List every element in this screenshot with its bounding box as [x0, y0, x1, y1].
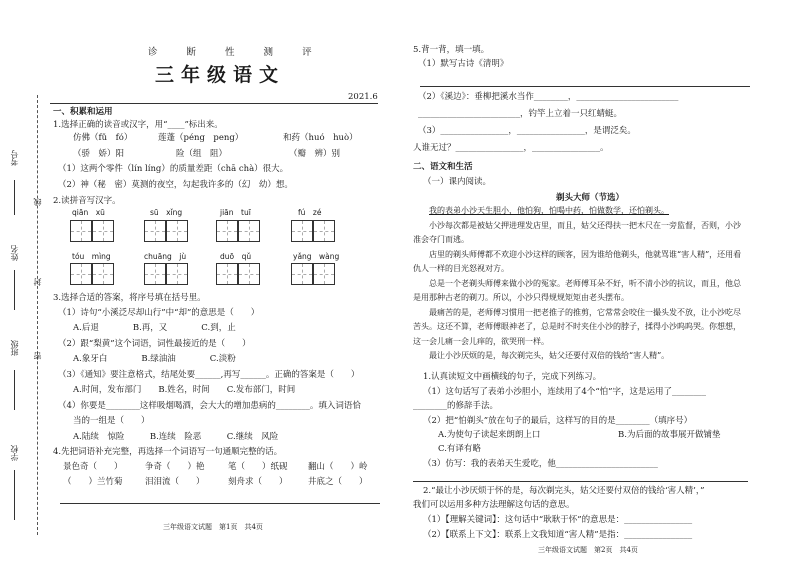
r2-2: （2）【联系上下文】：联系上文我知道“害人精”是指：________________: [423, 530, 693, 540]
section-2-sub: （一）课内阅读。: [423, 177, 492, 187]
label-banji: 班级: [10, 340, 19, 356]
q4-item: 翻山（ ）岭: [308, 462, 368, 472]
pinyin-label: fú zé: [298, 208, 322, 217]
label-kaohao: 考号: [10, 150, 19, 166]
pinyin-label: duō qǔ: [220, 252, 252, 261]
q1-item: （瓣 辨）别: [289, 149, 341, 159]
q1-item: 险（组 阻）: [176, 149, 228, 159]
q1-item: （骄 娇）阳: [73, 149, 125, 159]
r1-1: （1）这句话写了表弟小沙胆小，连续用了4个“怕”字，这是运用了________: [423, 387, 707, 397]
passage-para: 最让小沙厌烦的是，每次剃完头，姑父还要付双倍的钱给“害人精”。: [429, 351, 670, 360]
answer-line[interactable]: [413, 481, 748, 482]
page-title: 三年级语文: [155, 64, 286, 86]
header-rule: [50, 103, 378, 104]
r2-cont: 我们可以运用多种方法理解这句话的意思。: [413, 500, 575, 510]
passage-para: 小沙每次都是被姑父押进理发店里，而且，姑父还得扶一把木尺在一旁监督，否则，小沙准会夺门而逃。: [413, 220, 741, 244]
right-page: [408, 0, 758, 561]
pinyin-label: tóu mìng: [72, 252, 111, 261]
q1-item: 仿佛（fǔ fó）: [73, 133, 133, 143]
r1-2: （2）把“怕剃头”放在句子的最后，这样写的目的是________（填序号）: [423, 416, 693, 426]
writing-grid[interactable]: [144, 220, 188, 242]
r2-1: （1）【理解关键词】：这句话中“耿耿于怀”的意思是：________________: [423, 515, 693, 525]
passage-title: 剃头大师（节选）: [556, 193, 625, 203]
q4-item: 刻舟求（ ）: [228, 477, 288, 487]
q3-2: （2）跟“梨黄”这个词语，词性最接近的是（ ）: [58, 339, 251, 349]
q3-4-cont: 当的一组是（ ）: [73, 416, 150, 426]
q3-1: （1）诗句“小溪泛尽却山行”中“却”的意思是（ ）: [58, 308, 260, 318]
q5-3b: 人谁无过？________________，________________。: [413, 143, 609, 153]
page-footer: 三年级语文试题 第1页 共4页: [163, 523, 263, 531]
passage-para: 最痛苦的是，老师傅习惯用一把老推子的推剪，它常常会咬住一撮头发不放，让小沙吃尽苦头。这还不算，老师傅眼神老了，总是时不时夹住小沙的脖子，揉得小沙呜呜哭。你想想，这一会儿痛一会儿痒的，欲哭刑一样。: [413, 307, 741, 346]
writing-grid[interactable]: [291, 263, 335, 285]
q3-4-options: A.陆续 惊险 B.连续 险恶 C.继续 风险: [73, 432, 279, 442]
kaohao-field[interactable]: [14, 180, 15, 215]
q4-item: 笔（ ）纸砚: [228, 462, 288, 472]
binding-margin: [0, 0, 48, 561]
header-subtitle: 诊 断 性 测 评: [148, 47, 325, 58]
r1-2-option-b: B.为后面的故事展开做铺垫: [618, 430, 721, 440]
r1-2-option-c: C.有译有略: [438, 444, 481, 454]
exam-date: 2021.6: [348, 92, 378, 102]
q2-prompt: 2.读拼音写汉字。: [53, 196, 121, 206]
writing-grid[interactable]: [70, 220, 114, 242]
writing-grid[interactable]: [216, 263, 260, 285]
pinyin-label: yǎng wàng: [293, 252, 340, 261]
mark-feng: 封: [33, 278, 42, 286]
left-page: [48, 0, 388, 561]
q5-1: （1）默写古诗《清明》: [418, 59, 509, 69]
r2-prompt: 2.“最让小沙厌烦于怀的是，每次剃完头，姑父还要付双倍的钱给‘害人精’，”: [423, 486, 705, 496]
cut-line: [37, 95, 38, 535]
q3-3: （3）《通知》要注意格式，结尾处要______,再写______。正确的答案是（ ）: [58, 370, 360, 380]
writing-grid[interactable]: [291, 220, 335, 242]
xuexiao-field[interactable]: [14, 470, 15, 520]
q3-1-options: A.后退 B.再，又 C.到，止: [73, 323, 236, 333]
pinyin-label: jiān tuī: [220, 208, 251, 217]
r1-1-cont: ________的修辞手法。: [413, 401, 499, 411]
q5-3: （3）________________，________________，是谓泛矣。: [418, 126, 636, 136]
label-xuexiao: 学校: [10, 445, 19, 461]
q1-sentence-1: （1）这两个零件（lín líng）的质量差距（chā chà）很大。: [58, 164, 289, 174]
q5-prompt: 5.背一背，填一填。: [413, 45, 490, 55]
q3-2-options: A.象牙白 B.绿油油 C.淡粉: [73, 354, 236, 364]
passage: [413, 204, 748, 364]
banji-field[interactable]: [14, 370, 15, 410]
q4-item: （ ）兰竹菊: [63, 477, 123, 487]
q1-sentence-2: （2）神（秘 密）莫测的夜空，勾起我许多的（幻 幼）想。: [58, 180, 293, 190]
section-2-heading: 二、语文和生活: [413, 162, 473, 172]
q4-prompt: 4.先把词语补充完整，再选择一个词语写一句通顺完整的话。: [53, 447, 283, 457]
r1-3: （3）仿写：我的表弟天生爱吃，他________________________: [423, 459, 658, 469]
q4-item: 泪泪流（ ）: [145, 477, 205, 487]
label-xingming: 姓名: [10, 245, 19, 261]
q4-item: 争奇（ ）艳: [145, 462, 205, 472]
q1-item: 莲蓬（péng peng）: [158, 133, 244, 143]
mark-mi: 密: [33, 352, 42, 360]
page-footer: 三年级语文试题 第2页 共4页: [538, 546, 638, 554]
answer-line[interactable]: [420, 86, 750, 87]
r1-prompt: 1.认真读短文中画横线的句子，完成下列练习。: [423, 372, 602, 382]
q1-prompt: 1.选择正确的读音或汉字，用“____”标出来。: [53, 120, 223, 130]
pinyin-label: chuāng jù: [144, 252, 187, 261]
r1-2-option-a: A.为使句子读起来朗朗上口: [438, 430, 541, 440]
q1-item: 和药（huó huò）: [283, 133, 358, 143]
mark-xian: 线: [33, 198, 42, 206]
passage-para: 店里的剃头师傅都不欢迎小沙这样的顾客，因为谁给他剃头，他就骂谁“害人精”，还用看仇人一样的目光怒视对方。: [413, 249, 742, 273]
q4-item: 景色奇（ ）: [63, 462, 123, 472]
q3-prompt: 3.选择合适的答案，将序号填在括号里。: [53, 293, 206, 303]
pinyin-label: sū xǐng: [150, 208, 183, 217]
writing-grid[interactable]: [70, 263, 114, 285]
pinyin-label: qiān xū: [72, 208, 105, 217]
answer-line[interactable]: [60, 503, 380, 504]
section-1-heading: 一、积累和运用: [53, 107, 113, 117]
q5-2a: （2）《溪边》：垂柳把溪水当作________，________________________: [418, 92, 679, 102]
xingming-field[interactable]: [14, 270, 15, 310]
q3-4: （4）你要是________这样吸烟喝酒，会大大的增加患病的________。填入词语恰: [58, 401, 361, 411]
writing-grid[interactable]: [216, 220, 260, 242]
writing-grid[interactable]: [144, 263, 188, 285]
q3-3-options: A.时间，发布部门 B.姓名，时间 C.发布部门，时间: [73, 385, 296, 395]
q4-item: 井底之（ ）: [308, 477, 368, 487]
passage-para: 我的表弟小沙天生胆小，他怕狗，怕喝中药，怕做数学，还怕剃头。: [429, 206, 669, 215]
q5-2b: ________________________，钓竿上立着一只红蜻蜓。: [418, 109, 623, 119]
passage-para: 总是一个老剃头师傅来做小沙的冤家。老师傅耳朵不好，听不清小沙的抗议，而且，他总是用那种古老的剃刀。所以，小沙只得规规矩矩由老头摆布。: [413, 278, 741, 302]
